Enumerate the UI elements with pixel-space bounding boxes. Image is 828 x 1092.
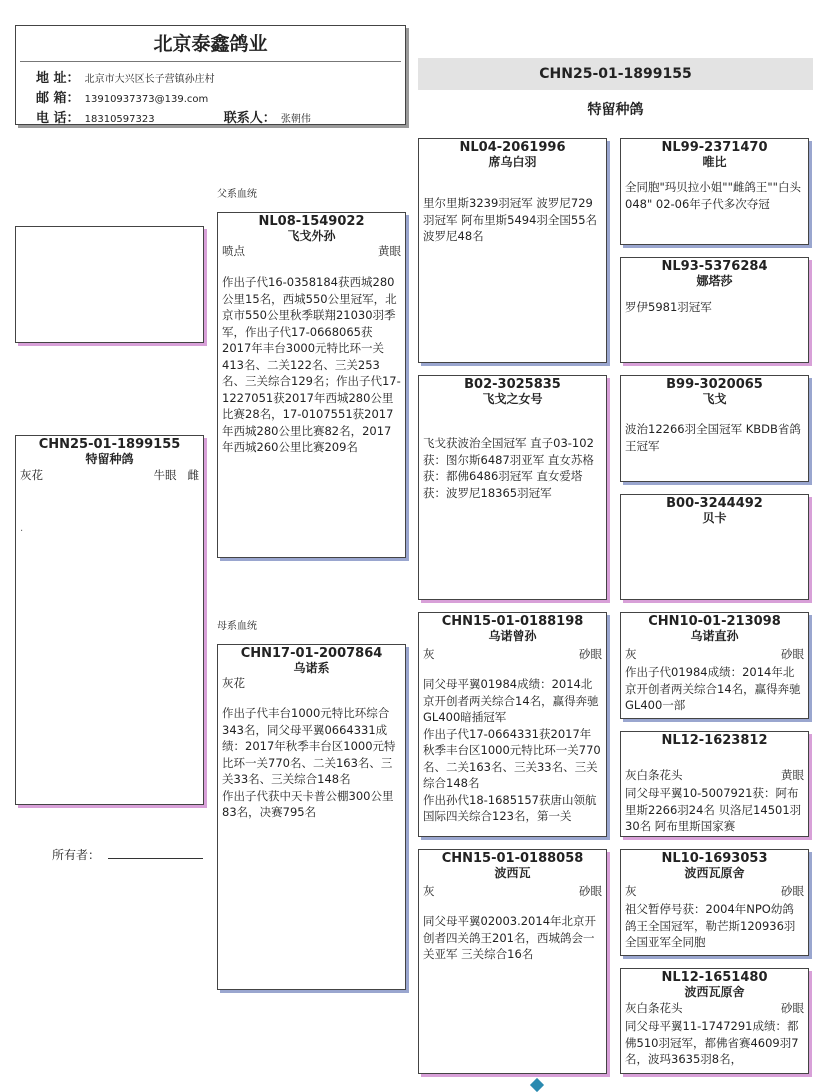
subject-ring: CHN25-01-1899155 <box>38 437 181 452</box>
dds-desc: 祖父暂停号获：2004年NPO幼鸽鸽王全国冠军，勒芒斯120936羽全国亚军全同胞 <box>625 902 796 949</box>
phone-value: 18310597323 <box>84 114 155 125</box>
dam-dam-card <box>418 849 607 1074</box>
ds-ring: CHN15-01-0188198 <box>441 614 584 629</box>
sdd-name: 贝卡 <box>702 511 727 525</box>
ddd-card <box>620 968 809 1074</box>
header-card <box>15 25 406 125</box>
dam-sire-card <box>418 612 607 837</box>
ddd-eye: 砂眼 <box>781 1001 804 1015</box>
dss-ring: CHN10-01-213098 <box>648 614 781 629</box>
dss-name: 乌诺直孙 <box>690 629 739 643</box>
ddd-ring: NL12-1651480 <box>661 970 768 985</box>
dsd-eye: 黄眼 <box>781 768 804 782</box>
main-ring: CHN25-01-1899155 <box>539 66 692 82</box>
sds-desc: 波治12266羽全国冠军 KBDB省鸽王冠军 <box>625 422 801 453</box>
ssd-name: 娜塔莎 <box>696 274 733 288</box>
dam-card <box>217 644 406 990</box>
main-name: 特留种鸽 <box>587 102 644 118</box>
ssd-card <box>620 257 809 363</box>
sire-line-label: 父系血统 <box>217 189 257 200</box>
dam-ring: CHN17-01-2007864 <box>240 646 383 661</box>
sss-name: 唯比 <box>702 155 727 169</box>
ds-color: 灰 <box>423 647 435 661</box>
sdd-ring: B00-3244492 <box>666 496 763 511</box>
sds-name: 飞戈 <box>702 392 727 406</box>
sire-sire-card <box>418 138 607 363</box>
dam-desc: 作出子代丰台1000元特比环综合343名，同父母平翼0664331成绩：2017年秋季丰台区1000元特比环一关770名、二关163名、三关33名、三关综合148名 作出子代获中天卡普公棚300公里83名，决赛795名 <box>222 706 396 819</box>
owner-blank <box>108 847 203 859</box>
sss-ring: NL99-2371470 <box>661 140 768 155</box>
subject-note: . <box>20 523 24 534</box>
sd-name: 飞戈之女号 <box>482 392 543 406</box>
dss-color: 灰 <box>625 647 637 661</box>
sd-desc: 飞戈获波治全国冠军 直子03-102获：图尔斯6487羽亚军 直女苏格获：都佛6486羽冠军 直女爱塔获：波罗尼18365羽冠军 <box>423 436 594 500</box>
email-value: 13910937373@139.com <box>84 94 209 105</box>
sss-card <box>620 138 809 245</box>
address-label: 地 址： <box>36 71 80 86</box>
phone-label: 电 话： <box>36 111 80 125</box>
sire-name: 飞戈外孙 <box>287 229 336 243</box>
sds-ring: B99-3020065 <box>666 377 763 392</box>
subject-color: 灰花 <box>20 468 43 482</box>
sire-eye: 黄眼 <box>378 244 401 258</box>
subject-eye: 牛眼 <box>153 468 177 482</box>
dam-color: 灰花 <box>222 676 245 690</box>
subject-card <box>15 435 204 805</box>
owner-line <box>52 846 203 863</box>
owner-label: 所有者： <box>52 848 101 862</box>
ssd-desc: 罗伊5981羽冠军 <box>625 300 712 314</box>
ddd-desc: 同父母平翼11-1747291成绩：都佛510羽冠军，都佛省赛4609羽7名，波玛3635羽8名， <box>625 1019 799 1066</box>
ds-name: 乌诺曾孙 <box>488 629 537 643</box>
address-value: 北京市大兴区长子营镇孙庄村 <box>84 74 215 85</box>
ss-name: 席乌白羽 <box>488 155 537 169</box>
dds-name: 波西瓦原舍 <box>684 866 745 880</box>
ssd-ring: NL93-5376284 <box>661 259 768 274</box>
sd-ring: B02-3025835 <box>464 377 561 392</box>
dam-name: 乌诺系 <box>293 661 330 675</box>
corner-mark-icon <box>530 1078 544 1092</box>
dd-color: 灰 <box>423 884 435 898</box>
dd-ring: CHN15-01-0188058 <box>441 851 584 866</box>
dsd-color: 灰白条花头 <box>625 768 683 782</box>
dss-eye: 砂眼 <box>781 647 804 661</box>
ddd-name: 波西瓦原舍 <box>684 985 745 999</box>
sds-card <box>620 375 809 482</box>
dsd-desc: 同父母平翼10-5007921获：阿布里斯2266羽24名 贝洛尼14501羽30名 阿布里斯国家赛 <box>625 786 802 833</box>
dd-eye: 砂眼 <box>579 884 602 898</box>
dsd-ring: NL12-1623812 <box>661 733 768 748</box>
sss-desc: 全同胞"玛贝拉小姐""雌鸽王""白头048" 02-06年子代多次夺冠 <box>625 180 801 211</box>
contact-label: 联系人： <box>223 111 276 125</box>
sire-dam-card <box>418 375 607 600</box>
sire-ring: NL08-1549022 <box>258 214 365 229</box>
ds-desc: 同父母平翼01984成绩：2014北京开创者两关综合14名，赢得奔驰GL400暗插冠军 作出子代17-0664331获2017年秋季丰台区1000元特比环一关770名、二关163名、三关33名、三关综合148名 作出孙代18-1685157获唐山领航国际四关综合123名，第一关 <box>423 677 601 823</box>
breeder-title: 北京泰鑫鸽业 <box>153 33 268 55</box>
sire-card <box>217 212 406 558</box>
ss-desc: 里尔里斯3239羽冠军 波罗尼729羽冠军 阿布里斯5494羽全国55名 波罗尼48名 <box>423 196 598 243</box>
ddd-color: 灰白条花头 <box>625 1001 683 1015</box>
dds-ring: NL10-1693053 <box>661 851 768 866</box>
main-ring-banner <box>418 58 813 90</box>
sire-desc: 作出子代16-0358184获西城280公里15名，西城550公里冠军，北京市550公里秋季联翔21030羽季军，作出子代17-0668065获2017年丰台3000元特比环一关413名、二关122名、三关253名、三关综合129名；作出子代17-1227051获2017年西城280公里比赛28名，17-0107551获2017年西城280公里比赛82名，2017年西城260公里比赛209名 <box>222 275 401 454</box>
subject-sex: 雌 <box>187 468 199 482</box>
sire-color: 喷点 <box>222 244 245 258</box>
dss-card <box>620 612 809 719</box>
ss-ring: NL04-2061996 <box>459 140 566 155</box>
contact-value: 张朝伟 <box>280 114 311 125</box>
dss-desc: 作出子代01984成绩：2014年北京开创者两关综合14名，赢得奔驰GL400一部 <box>625 665 801 712</box>
dds-color: 灰 <box>625 884 637 898</box>
sdd-card <box>620 494 809 600</box>
email-label: 邮 箱： <box>36 91 80 106</box>
dsd-card <box>620 731 809 837</box>
dam-line-label: 母系血统 <box>217 621 257 632</box>
ds-eye: 砂眼 <box>579 647 602 661</box>
dds-eye: 砂眼 <box>781 884 804 898</box>
dd-desc: 同父母平翼02003.2014年北京开创者四关鸽王201名，西城鸽会一关亚军 三关综合16名 <box>423 914 597 961</box>
dd-name: 波西瓦 <box>494 866 531 880</box>
subject-name: 特留种鸽 <box>85 452 134 466</box>
photo-box <box>15 226 204 343</box>
dds-card <box>620 849 809 956</box>
